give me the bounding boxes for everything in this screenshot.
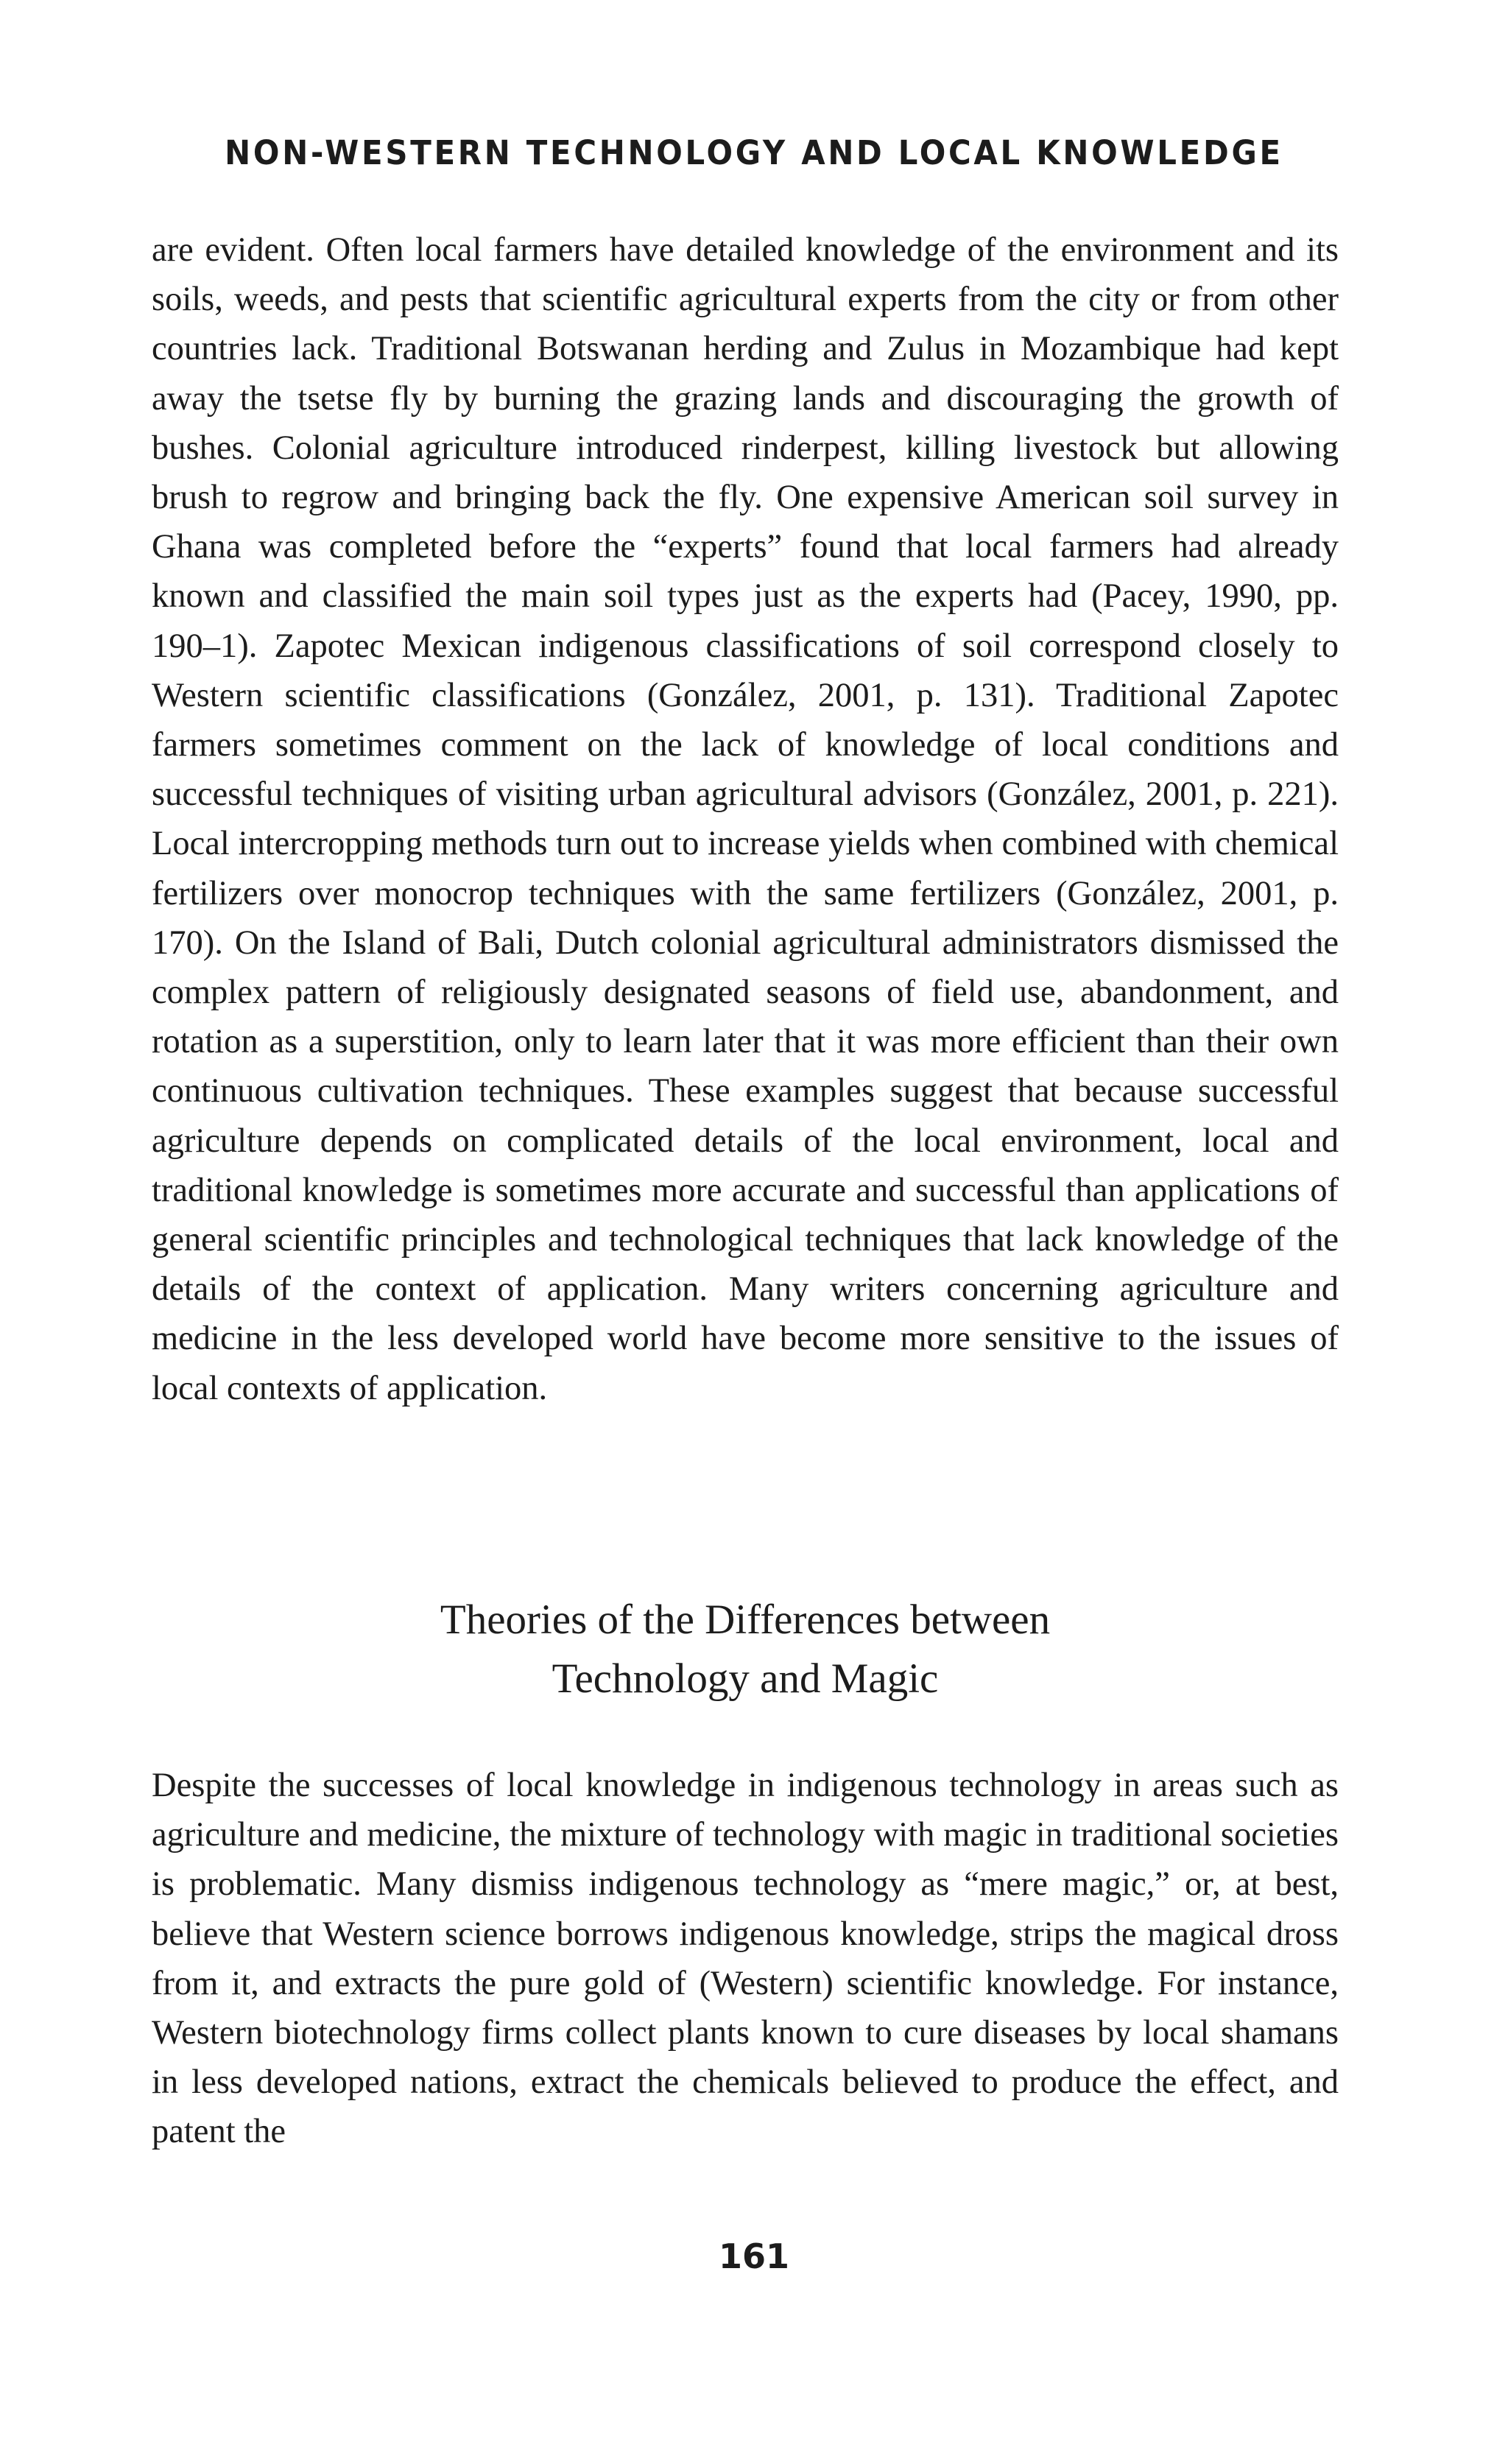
- page-number: 161: [718, 2236, 790, 2276]
- section-heading: [152, 1591, 1339, 1708]
- body-paragraph-1: are evident. Often local farmers have detailed knowledge of the environment and its soils, weeds, and pests that scientific agricultural experts from the city or from other countries lack. Traditional Botswanan herding and Zulus in Mozambique had kept away the tsetse fly by burning the grazing lands and discouraging the growth of bushes. Colonial agriculture introduced rinderpest, killing livestock but allowing brush to regrow and bringing back the fly. One expensive American soil survey in Ghana was completed before the “experts” found that local farmers had already known and classified the main soil types just as the experts had (Pacey, 1990, pp. 190–1). Zapotec Mexican indigenous classifications of soil correspond closely to Western scientific classifications (González, 2001, p. 131). Traditional Zapotec farmers sometimes comment on the lack of knowledge of local conditions and successful techniques of visiting urban agricultural advisors (González, 2001, p. 221). Local intercropping methods turn out to increase yields when combined with chemical fertilizers over monocrop techniques with the same fertilizers (González, 2001, p. 170). On the Island of Bali, Dutch colonial agricultural administrators dismissed the complex pattern of religiously designated seasons of field use, abandonment, and rotation as a superstition, only to learn later that it was more efficient than their own continuous cultivation techniques. These examples suggest that because successful agriculture depends on complicated details of the local environment, local and traditional knowledge is sometimes more accurate and successful than applications of general scientific principles and technological techniques that lack knowledge of the details of the context of application. Many writers concerning agriculture and medicine in the less developed world have become more sensitive to the issues of local contexts of application.: [152, 231, 1339, 1407]
- section-heading-line-1: Theories of the Differences between: [440, 1597, 1051, 1643]
- section-heading-line-2: Technology and Magic: [552, 1655, 939, 1702]
- running-head: NON-WESTERN TECHNOLOGY AND LOCAL KNOWLEDGE: [225, 133, 1283, 172]
- body-paragraph-2: Despite the successes of local knowledge in indigenous technology in areas such as agriculture and medicine, the mixture of technology with magic in traditional societies is problematic. Many dismiss indigenous technology as “mere magic,” or, at best, believe that Western science borrows indigenous knowledge, strips the magical dross from it, and extracts the pure gold of (Western) scientific knowledge. For instance, Western biotechnology firms collect plants known to cure diseases by local shamans in less developed nations, extract the chemicals believed to produce the effect, and patent the: [152, 1767, 1339, 2151]
